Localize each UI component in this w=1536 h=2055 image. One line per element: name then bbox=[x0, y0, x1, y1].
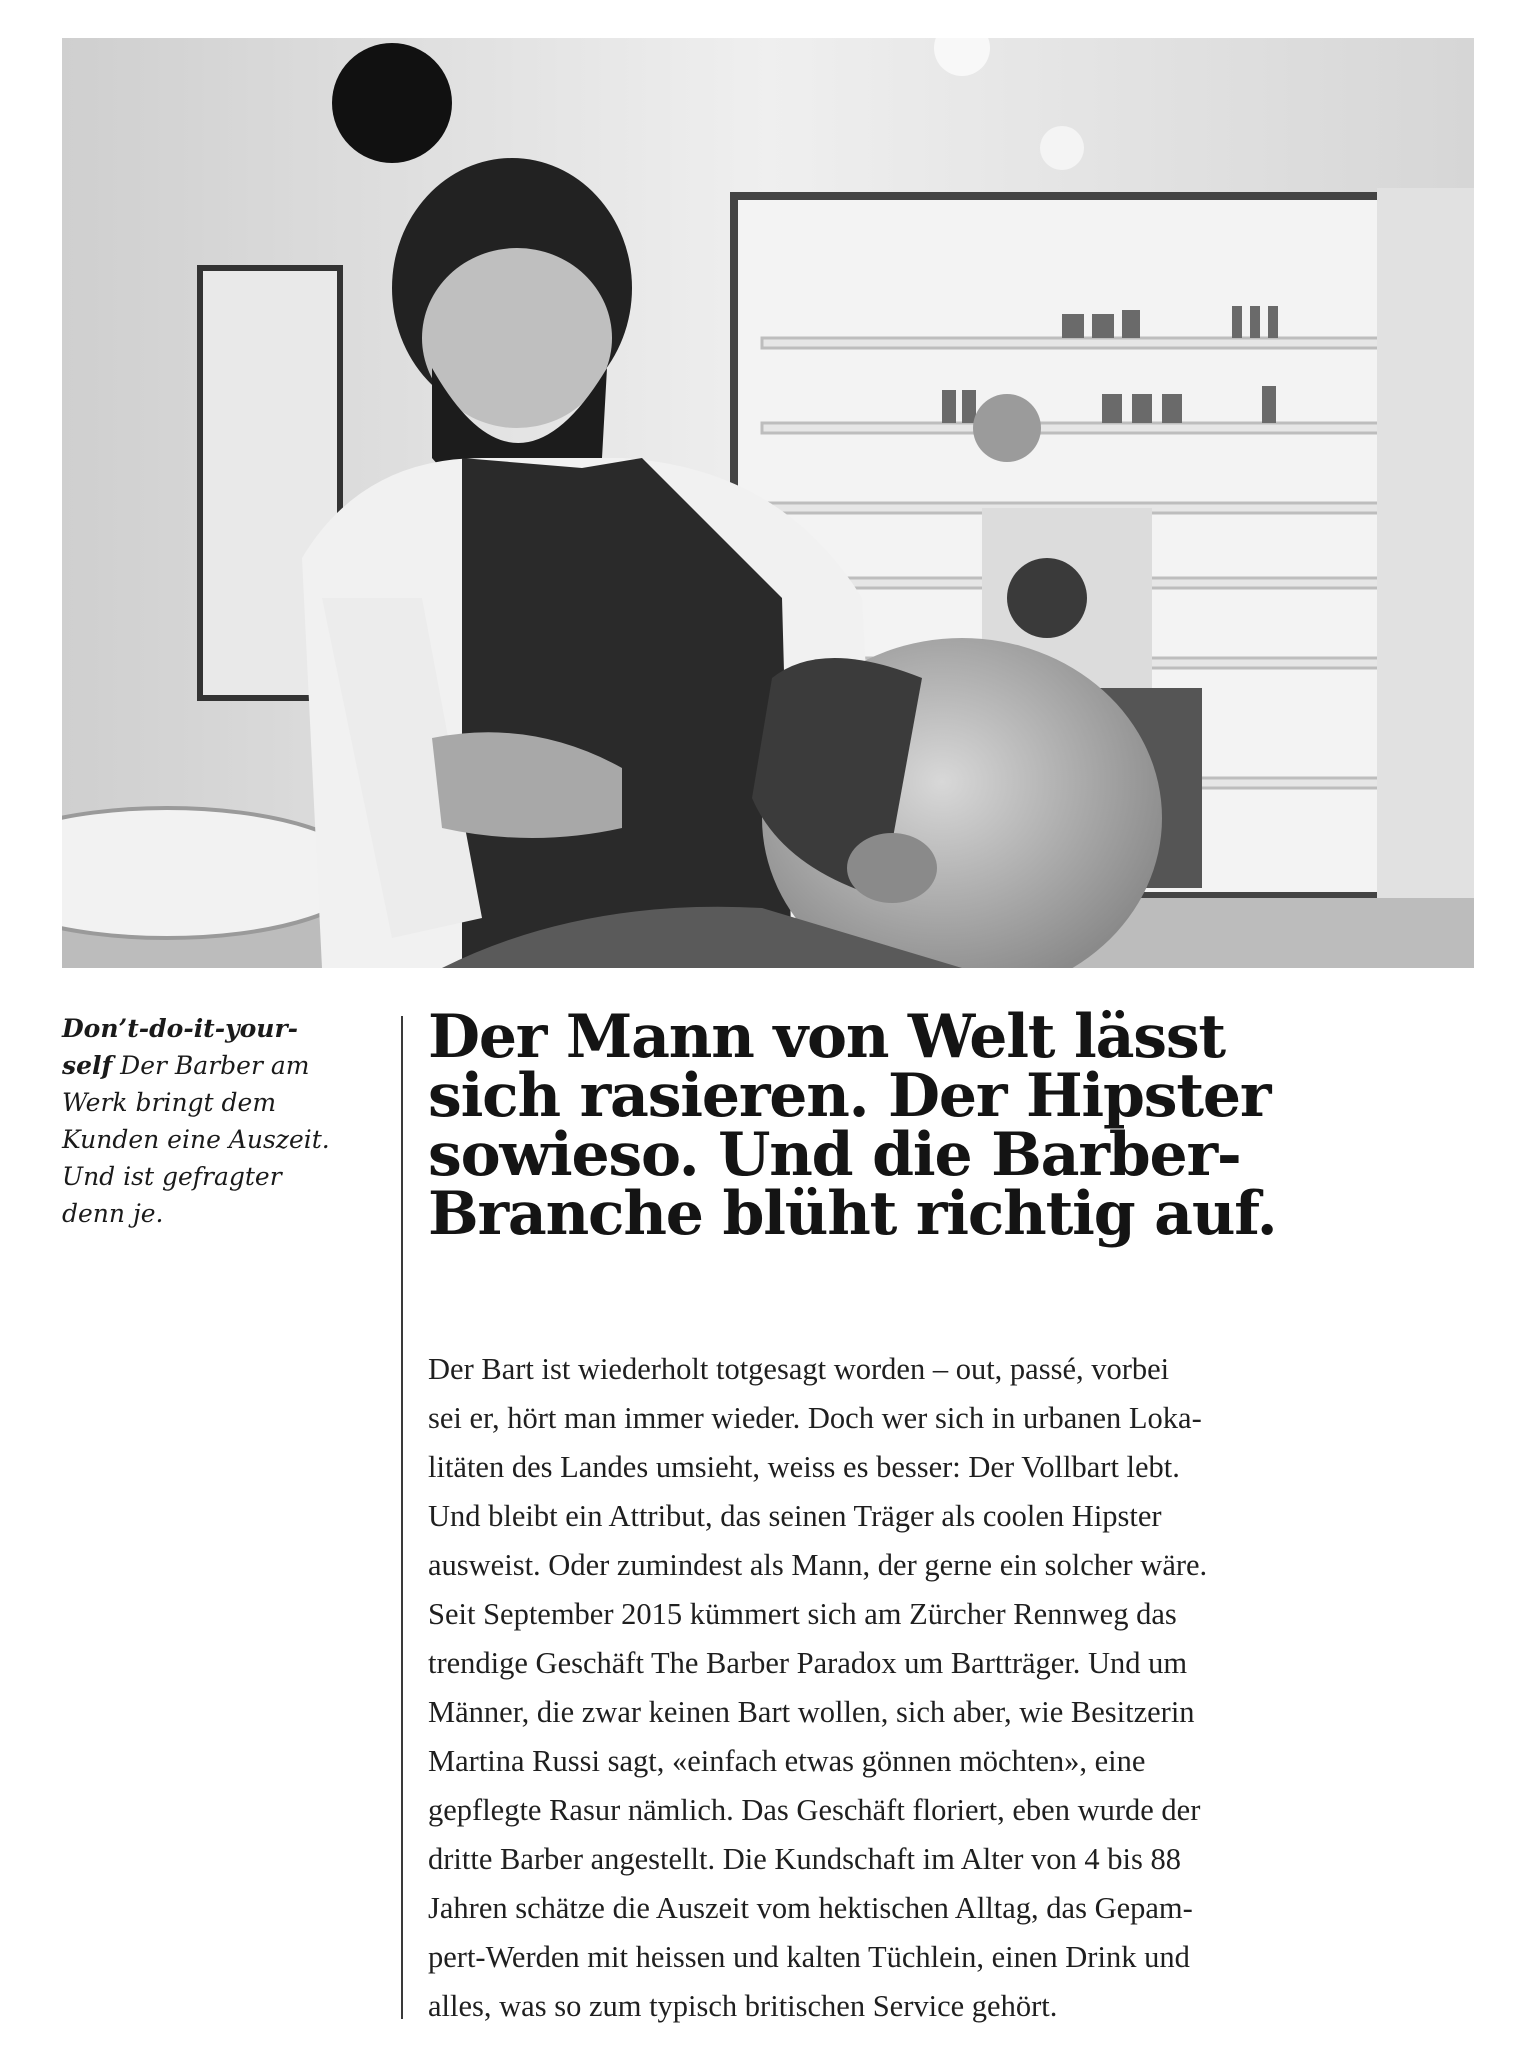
body-line: dritte Barber angestellt. Die Kundschaft im Alter von 4 bis 88 bbox=[428, 1842, 1182, 1876]
body-line: Jahren schätze die Auszeit vom hektischen Alltag, das Gepam- bbox=[428, 1891, 1193, 1925]
body-line: ausweist. Oder zumindest als Mann, der gerne ein solcher wäre. bbox=[428, 1548, 1208, 1582]
caption-line: Werk bringt dem bbox=[62, 1088, 277, 1117]
body-line: trendige Geschäft The Barber Paradox um Bartträger. Und um bbox=[428, 1646, 1188, 1680]
article-body bbox=[428, 1345, 1488, 2031]
body-line: Und bleibt ein Attribut, das seinen Träger als coolen Hipster bbox=[428, 1499, 1162, 1533]
column-divider bbox=[401, 1016, 403, 2019]
body-line: pert-Werden mit heissen und kalten Tüchlein, einen Drink und bbox=[428, 1940, 1190, 1974]
caption-line: denn je. bbox=[62, 1199, 164, 1228]
body-line: Der Bart ist wiederholt totgesagt worden – out, passé, vorbei bbox=[428, 1352, 1170, 1386]
body-line: Martina Russi sagt, «einfach etwas gönnen möchten», eine bbox=[428, 1744, 1146, 1778]
body-line: gepflegte Rasur nämlich. Das Geschäft floriert, eben wurde der bbox=[428, 1793, 1201, 1827]
caption-text: Der Barber am bbox=[112, 1051, 310, 1080]
caption-line: Kunden eine Auszeit. bbox=[62, 1125, 330, 1154]
article-headline bbox=[428, 1002, 1488, 1249]
headline-line: sowieso. Und die Barber- bbox=[428, 1120, 1241, 1190]
body-line: sei er, hört man immer wieder. Doch wer sich in urbanen Loka- bbox=[428, 1401, 1202, 1435]
headline-line: sich rasieren. Der Hipster bbox=[428, 1061, 1271, 1131]
photo-caption bbox=[62, 1010, 362, 1232]
body-line: Seit September 2015 kümmert sich am Zürcher Rennweg das bbox=[428, 1597, 1177, 1631]
body-line: Männer, die zwar keinen Bart wollen, sich aber, wie Besitzerin bbox=[428, 1695, 1195, 1729]
headline-line: Branche blüht richtig auf. bbox=[428, 1179, 1277, 1249]
body-line: alles, was so zum typisch britischen Service gehört. bbox=[428, 1989, 1058, 2023]
headline-line: Der Mann von Welt lässt bbox=[428, 1002, 1225, 1072]
caption-line: Und ist gefragter bbox=[62, 1162, 282, 1191]
caption-lead-cont: self bbox=[62, 1051, 113, 1080]
barber-photo bbox=[62, 38, 1474, 968]
barber-photo-illustration bbox=[62, 38, 1474, 968]
body-line: litäten des Landes umsieht, weiss es besser: Der Vollbart lebt. bbox=[428, 1450, 1180, 1484]
caption-lead: Don’t-do-it-your- bbox=[62, 1014, 299, 1043]
